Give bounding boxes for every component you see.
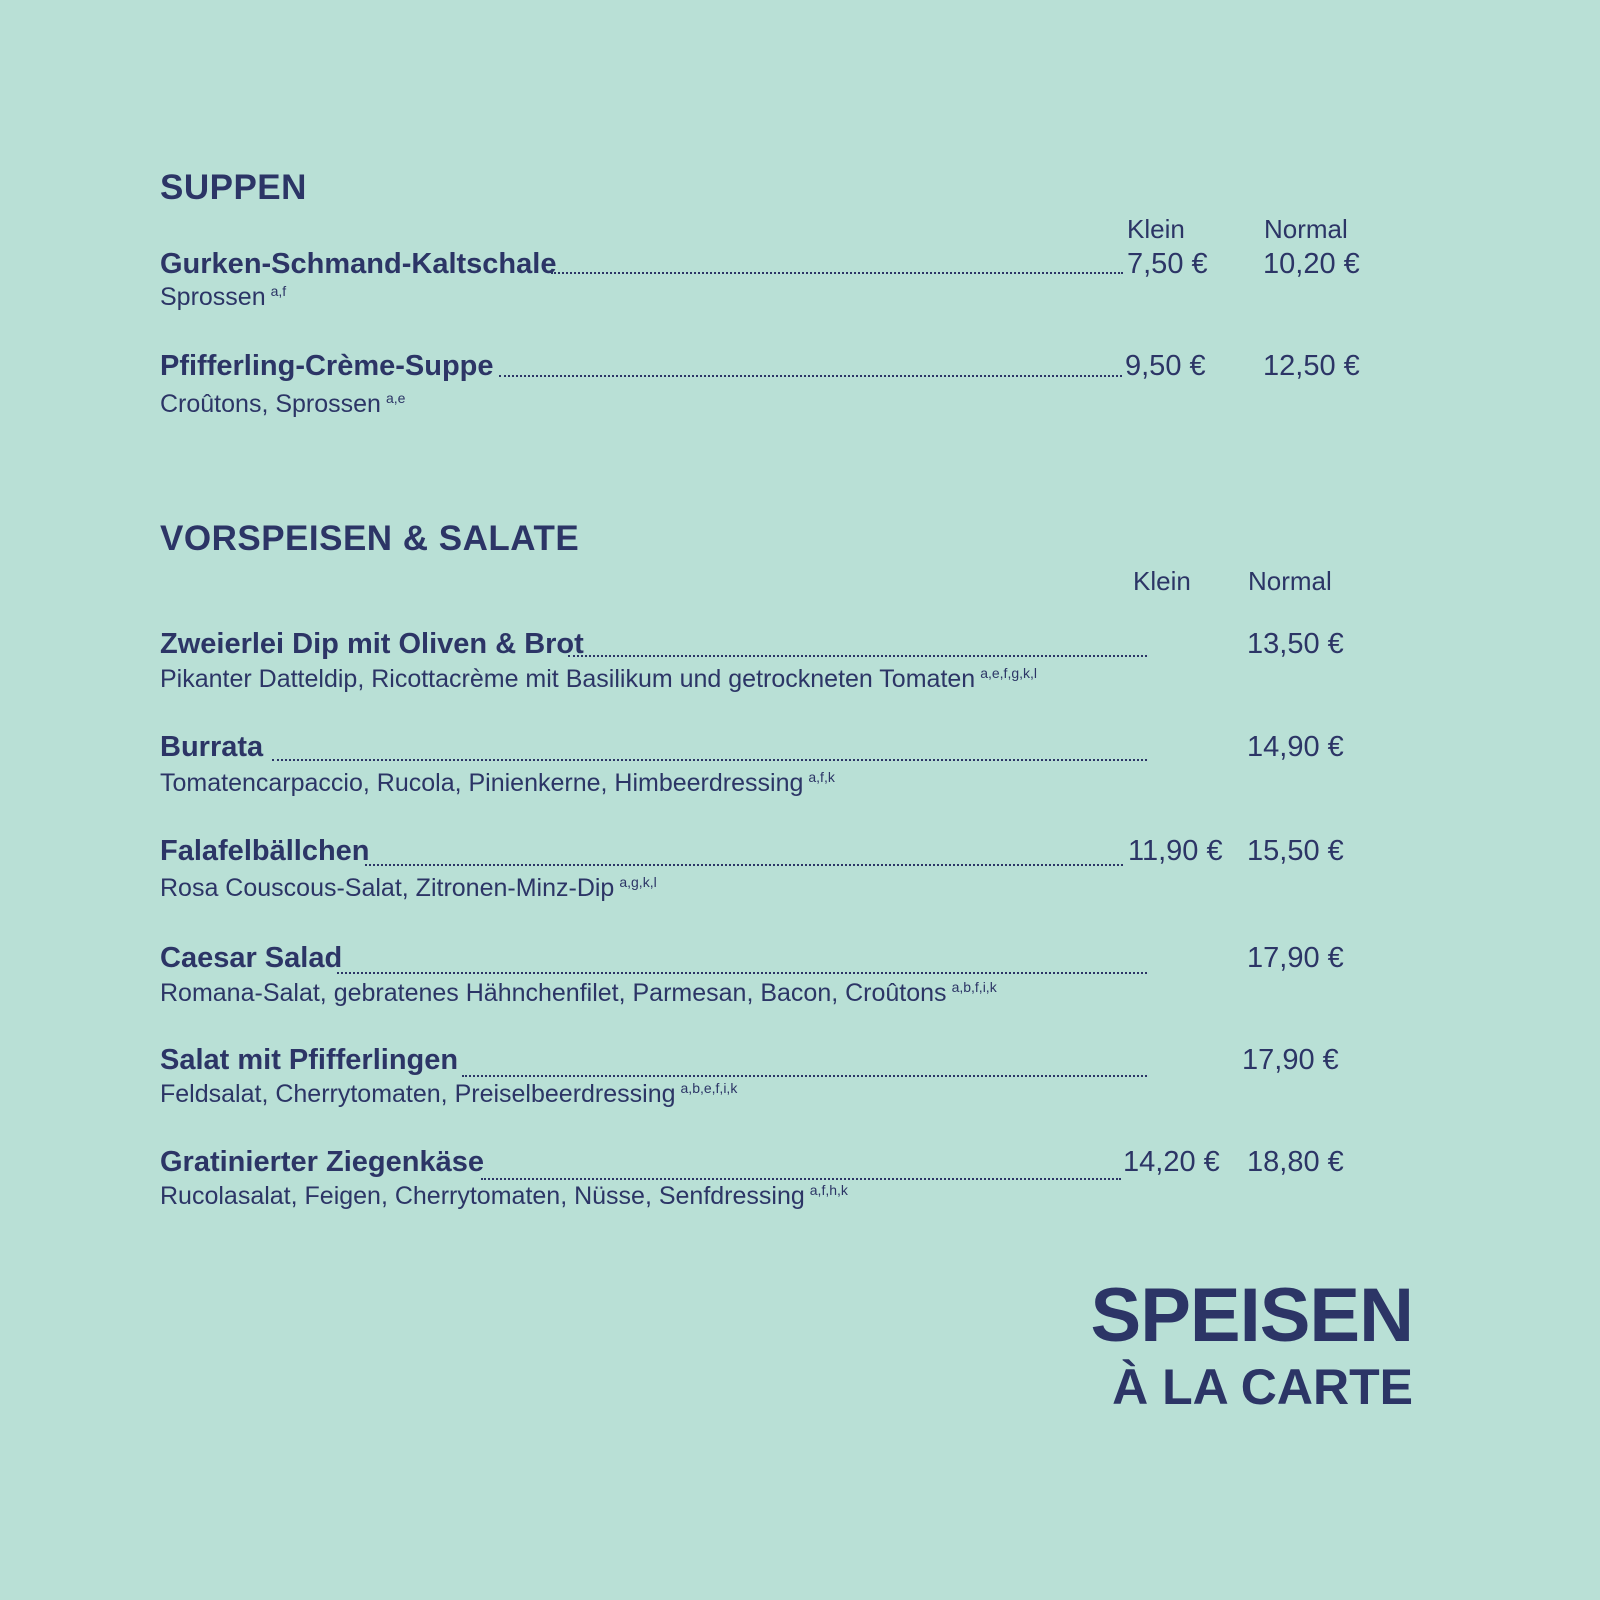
dot-leader [337,972,1147,974]
dot-leader [551,272,1123,274]
price-normal: 10,20 € [1263,248,1360,280]
allergen-codes: a,f [270,283,287,299]
price-small: 9,50 € [1125,350,1206,382]
dot-leader [568,655,1147,657]
description-text: Sprossen [160,283,266,311]
description-text: Pikanter Datteldip, Ricottacrème mit Basilikum und getrockneten Tomaten [160,665,976,693]
price-normal: 15,50 € [1247,835,1344,867]
menu-item-name: Falafelbällchen [160,835,370,867]
menu-item-name: Gratinierter Ziegenkäse [160,1146,484,1178]
dot-leader [462,1075,1147,1077]
allergen-codes: a,e [385,390,406,406]
allergen-codes: a,b,f,i,k [951,979,997,995]
menu-item-description [160,665,1037,694]
allergen-codes: a,e,f,g,k,l [980,665,1038,681]
description-text: Tomatencarpaccio, Rucola, Pinienkerne, Himbeerdressing [160,769,804,797]
allergen-codes: a,f,k [808,769,835,785]
dot-leader [365,864,1123,866]
menu-item-description [160,874,657,903]
allergen-codes: a,f,h,k [809,1182,848,1198]
column-header-klein: Klein [1133,566,1191,596]
menu-item-description [160,1080,737,1109]
menu-item-name: Burrata [160,731,264,763]
dot-leader [481,1178,1121,1180]
menu-item-name: Pfifferling-Crème-Suppe [160,350,494,382]
menu-subtitle: À LA CARTE [1112,1359,1413,1415]
price-normal: 17,90 € [1242,1044,1339,1076]
description-text: Croûtons, Sprossen [160,390,381,418]
description-text: Feldsalat, Cherrytomaten, Preiselbeerdressing [160,1080,676,1108]
description-text: Rosa Couscous-Salat, Zitronen-Minz-Dip [160,874,615,902]
section-title-suppen: SUPPEN [160,168,307,207]
price-normal: 14,90 € [1247,731,1344,763]
menu-title: SPEISEN [1090,1273,1413,1358]
dot-leader [499,375,1122,377]
price-small: 14,20 € [1123,1146,1220,1178]
allergen-codes: a,g,k,l [619,874,657,890]
section-title-vorspeisen-salate: VORSPEISEN & SALATE [160,519,580,558]
price-small: 11,90 € [1128,835,1223,867]
column-header-normal: Normal [1248,566,1332,596]
column-header-klein: Klein [1127,214,1185,244]
menu-item-description [160,1182,848,1211]
price-normal: 13,50 € [1247,628,1344,660]
price-small: 7,50 € [1127,248,1208,280]
allergen-codes: a,b,e,f,i,k [680,1080,738,1096]
dot-leader [272,759,1147,761]
menu-item-name: Gurken-Schmand-Kaltschale [160,248,557,280]
price-normal: 18,80 € [1247,1146,1344,1178]
menu-item-name: Salat mit Pfifferlingen [160,1044,459,1076]
menu-item-name: Caesar Salad [160,942,343,974]
price-normal: 17,90 € [1247,942,1344,974]
description-text: Rucolasalat, Feigen, Cherrytomaten, Nüsse, Senfdressing [160,1182,805,1210]
menu-item-description [160,283,286,312]
description-text: Romana-Salat, gebratenes Hähnchenfilet, Parmesan, Bacon, Croûtons [160,979,947,1007]
menu-item-name: Zweierlei Dip mit Oliven & Brot [160,628,584,660]
menu-item-description [160,769,835,798]
column-header-normal: Normal [1264,214,1348,244]
price-normal: 12,50 € [1263,350,1360,382]
menu-item-description [160,979,997,1008]
menu-item-description [160,390,405,419]
